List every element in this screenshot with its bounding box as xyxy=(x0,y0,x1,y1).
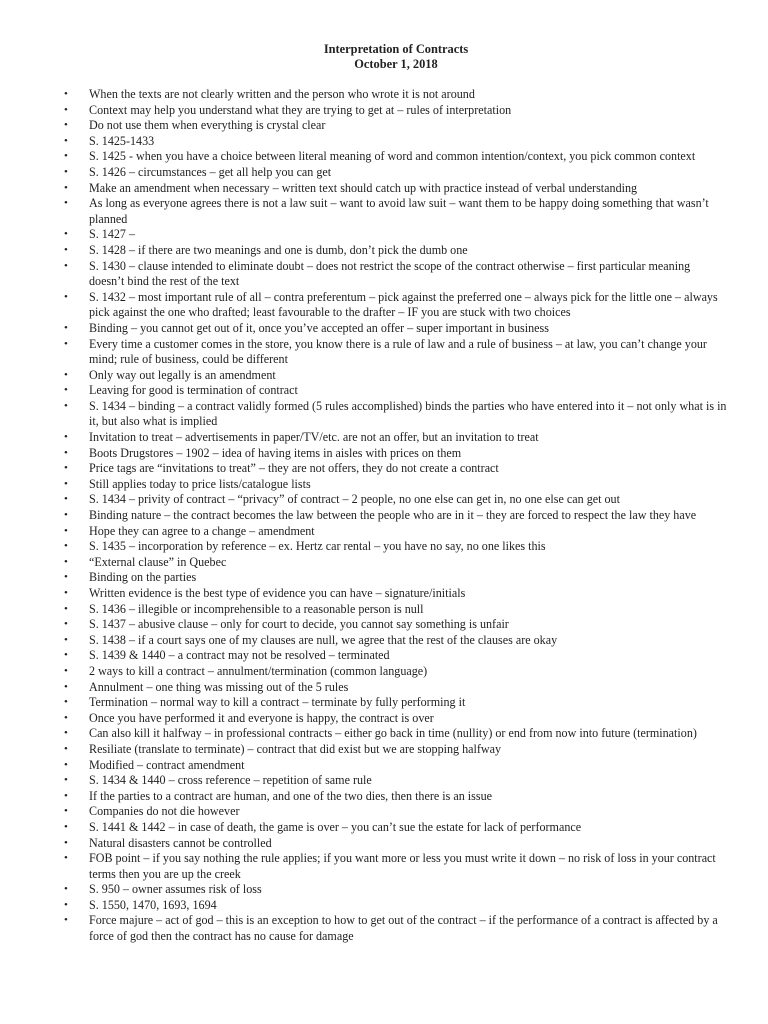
list-item-text: S. 1437 – abusive clause – only for court to decide, you cannot say something is unfair xyxy=(89,617,509,632)
list-item xyxy=(64,726,728,742)
bullet-icon: • xyxy=(64,649,68,662)
list-item xyxy=(64,539,728,555)
list-item xyxy=(64,586,728,602)
bullet-icon: • xyxy=(64,758,68,771)
list-item xyxy=(64,555,728,571)
bullet-icon: • xyxy=(64,165,68,178)
list-item xyxy=(64,913,728,944)
bullet-icon: • xyxy=(64,602,68,615)
bullet-icon: • xyxy=(64,789,68,802)
list-item xyxy=(64,492,728,508)
list-item xyxy=(64,118,728,134)
list-item-text: FOB point – if you say nothing the rule applies; if you want more or less you must write it down – no risk of loss in your contract terms then you are up the creek xyxy=(89,851,716,881)
list-item xyxy=(64,836,728,852)
list-item-text: If the parties to a contract are human, and one of the two dies, then there is an issue xyxy=(89,788,492,803)
list-item xyxy=(64,181,728,197)
list-item-text: S. 1434 – binding – a contract validly formed (5 rules accomplished) binds the parties who have entered into it – not only what is in it, but also what is implied xyxy=(89,398,727,429)
list-item xyxy=(64,477,728,493)
list-item xyxy=(64,695,728,711)
bullet-icon: • xyxy=(64,197,68,210)
bullet-icon: • xyxy=(64,633,68,646)
list-item-text: Binding on the parties xyxy=(89,570,197,585)
document-header xyxy=(64,42,728,72)
list-item xyxy=(64,820,728,836)
list-item xyxy=(64,882,728,898)
bullet-icon: • xyxy=(64,399,68,412)
list-item-text: Termination – normal way to kill a contract – terminate by fully performing it xyxy=(89,695,466,710)
list-item xyxy=(64,789,728,805)
list-item xyxy=(64,851,728,882)
bullet-icon: • xyxy=(64,290,68,303)
list-item-text: 2 ways to kill a contract – annulment/termination (common language) xyxy=(89,663,428,678)
list-item-text: Leaving for good is termination of contract xyxy=(89,383,298,398)
bullet-icon: • xyxy=(64,119,68,132)
notes-list xyxy=(64,87,728,945)
bullet-icon: • xyxy=(64,540,68,553)
bullet-icon: • xyxy=(64,431,68,444)
list-item-text: S. 1425 - when you have a choice between literal meaning of word and common intention/context, you pick common context xyxy=(89,149,696,164)
list-item-text: Natural disasters cannot be controlled xyxy=(89,835,272,850)
list-item-text: Price tags are “invitations to treat” – they are not offers, they do not create a contract xyxy=(89,461,499,476)
list-item-text: Boots Drugstores – 1902 – idea of having items in aisles with prices on them xyxy=(89,445,462,460)
list-item-text: S. 1550, 1470, 1693, 1694 xyxy=(89,897,217,912)
bullet-icon: • xyxy=(64,696,68,709)
list-item-text: S. 1432 – most important rule of all – contra preferentum – pick against the preferred one – always pick for the little one – always pick against the one who drafted; least favourable to the drafter – IF you are stuck with two choices xyxy=(89,289,718,320)
list-item-text: When the texts are not clearly written and the person who wrote it is not around xyxy=(89,87,475,101)
list-item-text: Make an amendment when necessary – written text should catch up with practice instead of verbal understanding xyxy=(89,180,638,195)
list-item-text: Resiliate (translate to terminate) – contract that did exist but we are stopping halfway xyxy=(89,741,502,756)
bullet-icon: • xyxy=(64,883,68,896)
list-item xyxy=(64,290,728,321)
bullet-icon: • xyxy=(64,774,68,787)
list-item xyxy=(64,570,728,586)
bullet-icon: • xyxy=(64,727,68,740)
bullet-icon: • xyxy=(64,524,68,537)
list-item xyxy=(64,602,728,618)
document-title: Interpretation of Contracts xyxy=(323,42,469,56)
list-item xyxy=(64,399,728,430)
list-item-text: S. 1425-1433 xyxy=(89,133,155,148)
list-item-text: S. 1439 & 1440 – a contract may not be resolved – terminated xyxy=(89,648,390,663)
list-item-text: Binding – you cannot get out of it, once you’ve accepted an offer – super important in business xyxy=(89,320,549,335)
bullet-icon: • xyxy=(64,852,68,865)
list-item xyxy=(64,227,728,243)
list-item xyxy=(64,508,728,524)
list-item-text: S. 1426 – circumstances – get all help you can get xyxy=(89,164,332,179)
bullet-icon: • xyxy=(64,664,68,677)
bullet-icon: • xyxy=(64,228,68,241)
list-item xyxy=(64,430,728,446)
bullet-icon: • xyxy=(64,493,68,506)
bullet-icon: • xyxy=(64,243,68,256)
bullet-icon: • xyxy=(64,446,68,459)
list-item-text: S. 1434 & 1440 – cross reference – repetition of same rule xyxy=(89,773,372,788)
list-item xyxy=(64,680,728,696)
document-date: October 1, 2018 xyxy=(354,57,438,71)
bullet-icon: • xyxy=(64,742,68,755)
bullet-icon: • xyxy=(64,462,68,475)
list-item-text: S. 1435 – incorporation by reference – ex. Hertz car rental – you have no say, no one likes this xyxy=(89,539,546,554)
bullet-icon: • xyxy=(64,259,68,272)
list-item xyxy=(64,165,728,181)
list-item xyxy=(64,383,728,399)
bullet-icon: • xyxy=(64,150,68,163)
list-item xyxy=(64,149,728,165)
list-item-text: Once you have performed it and everyone is happy, the contract is over xyxy=(89,710,434,725)
list-item-text: Every time a customer comes in the store, you know there is a rule of law and a rule of business – at law, you can’t change your mind; rule of business, could be different xyxy=(89,336,707,367)
list-item-text: Context may help you understand what they are trying to get at – rules of interpretation xyxy=(89,102,512,117)
list-item xyxy=(64,368,728,384)
list-item xyxy=(64,321,728,337)
bullet-icon: • xyxy=(64,88,68,100)
bullet-icon: • xyxy=(64,805,68,818)
list-item-text: Annulment – one thing was missing out of the 5 rules xyxy=(89,679,349,694)
list-item xyxy=(64,461,728,477)
list-item-text: Can also kill it halfway – in professional contracts – either go back in time (nullity) or end from now into future (termination) xyxy=(89,726,697,741)
bullet-icon: • xyxy=(64,820,68,833)
list-item-text: As long as everyone agrees there is not a law suit – want to avoid law suit – want them to be happy doing something that wasn’t planned xyxy=(89,196,709,226)
list-item-text: Invitation to treat – advertisements in paper/TV/etc. are not an offer, but an invitation to treat xyxy=(89,430,539,445)
list-item-text: S. 1430 – clause intended to eliminate doubt – does not restrict the scope of the contract otherwise – first particular meaning doesn’t bind the rest of the text xyxy=(89,258,691,289)
list-item-text: S. 1441 & 1442 – in case of death, the game is over – you can’t sue the estate for lack of performance xyxy=(89,819,582,834)
bullet-icon: • xyxy=(64,181,68,194)
bullet-icon: • xyxy=(64,836,68,849)
list-item-text: S. 1436 – illegible or incomprehensible to a reasonable person is null xyxy=(89,601,424,616)
bullet-icon: • xyxy=(64,555,68,568)
list-item xyxy=(64,87,728,103)
list-item xyxy=(64,804,728,820)
bullet-icon: • xyxy=(64,618,68,631)
list-item-text: Do not use them when everything is crystal clear xyxy=(89,118,326,133)
bullet-icon: • xyxy=(64,321,68,334)
list-item xyxy=(64,664,728,680)
list-item xyxy=(64,648,728,664)
bullet-icon: • xyxy=(64,571,68,584)
list-item xyxy=(64,243,728,259)
bullet-icon: • xyxy=(64,134,68,147)
list-item-text: Written evidence is the best type of evidence you can have – signature/initials xyxy=(89,586,466,600)
list-item-text: Binding nature – the contract becomes the law between the people who are in it – they are forced to respect the law they have xyxy=(89,508,697,523)
list-item-text: Only way out legally is an amendment xyxy=(89,367,276,382)
list-item xyxy=(64,773,728,789)
list-item-text: “External clause” in Quebec xyxy=(89,554,227,569)
list-item xyxy=(64,196,728,227)
bullet-icon: • xyxy=(64,914,68,927)
list-item-text: S. 1427 – xyxy=(89,227,136,242)
list-item xyxy=(64,446,728,462)
bullet-icon: • xyxy=(64,103,68,116)
list-item xyxy=(64,134,728,150)
list-item xyxy=(64,524,728,540)
list-item xyxy=(64,103,728,119)
bullet-icon: • xyxy=(64,711,68,724)
list-item xyxy=(64,898,728,914)
list-item-text: Companies do not die however xyxy=(89,804,240,819)
list-item-text: Hope they can agree to a change – amendment xyxy=(89,523,315,538)
list-item xyxy=(64,633,728,649)
list-item-text: Still applies today to price lists/catalogue lists xyxy=(89,476,311,491)
list-item-text: Modified – contract amendment xyxy=(89,757,245,772)
list-item-text: S. 1438 – if a court says one of my clauses are null, we agree that the rest of the clauses are okay xyxy=(89,632,558,647)
list-item xyxy=(64,337,728,368)
bullet-icon: • xyxy=(64,509,68,522)
list-item xyxy=(64,742,728,758)
list-item xyxy=(64,259,728,290)
bullet-icon: • xyxy=(64,477,68,490)
list-item xyxy=(64,758,728,774)
list-item xyxy=(64,617,728,633)
list-item-text: S. 1428 – if there are two meanings and one is dumb, don’t pick the dumb one xyxy=(89,242,468,257)
bullet-icon: • xyxy=(64,337,68,350)
bullet-icon: • xyxy=(64,368,68,381)
bullet-icon: • xyxy=(64,384,68,397)
list-item xyxy=(64,711,728,727)
list-item-text: S. 1434 – privity of contract – “privacy” of contract – 2 people, no one else can get in, no one else can get out xyxy=(89,492,620,507)
list-item-text: S. 950 – owner assumes risk of loss xyxy=(89,882,262,897)
list-item-text: Force majure – act of god – this is an exception to how to get out of the contract – if the performance of a contract is affected by a force of god then the contract has no cause for damage xyxy=(89,913,718,944)
bullet-icon: • xyxy=(64,680,68,693)
bullet-icon: • xyxy=(64,898,68,911)
bullet-icon: • xyxy=(64,587,68,599)
